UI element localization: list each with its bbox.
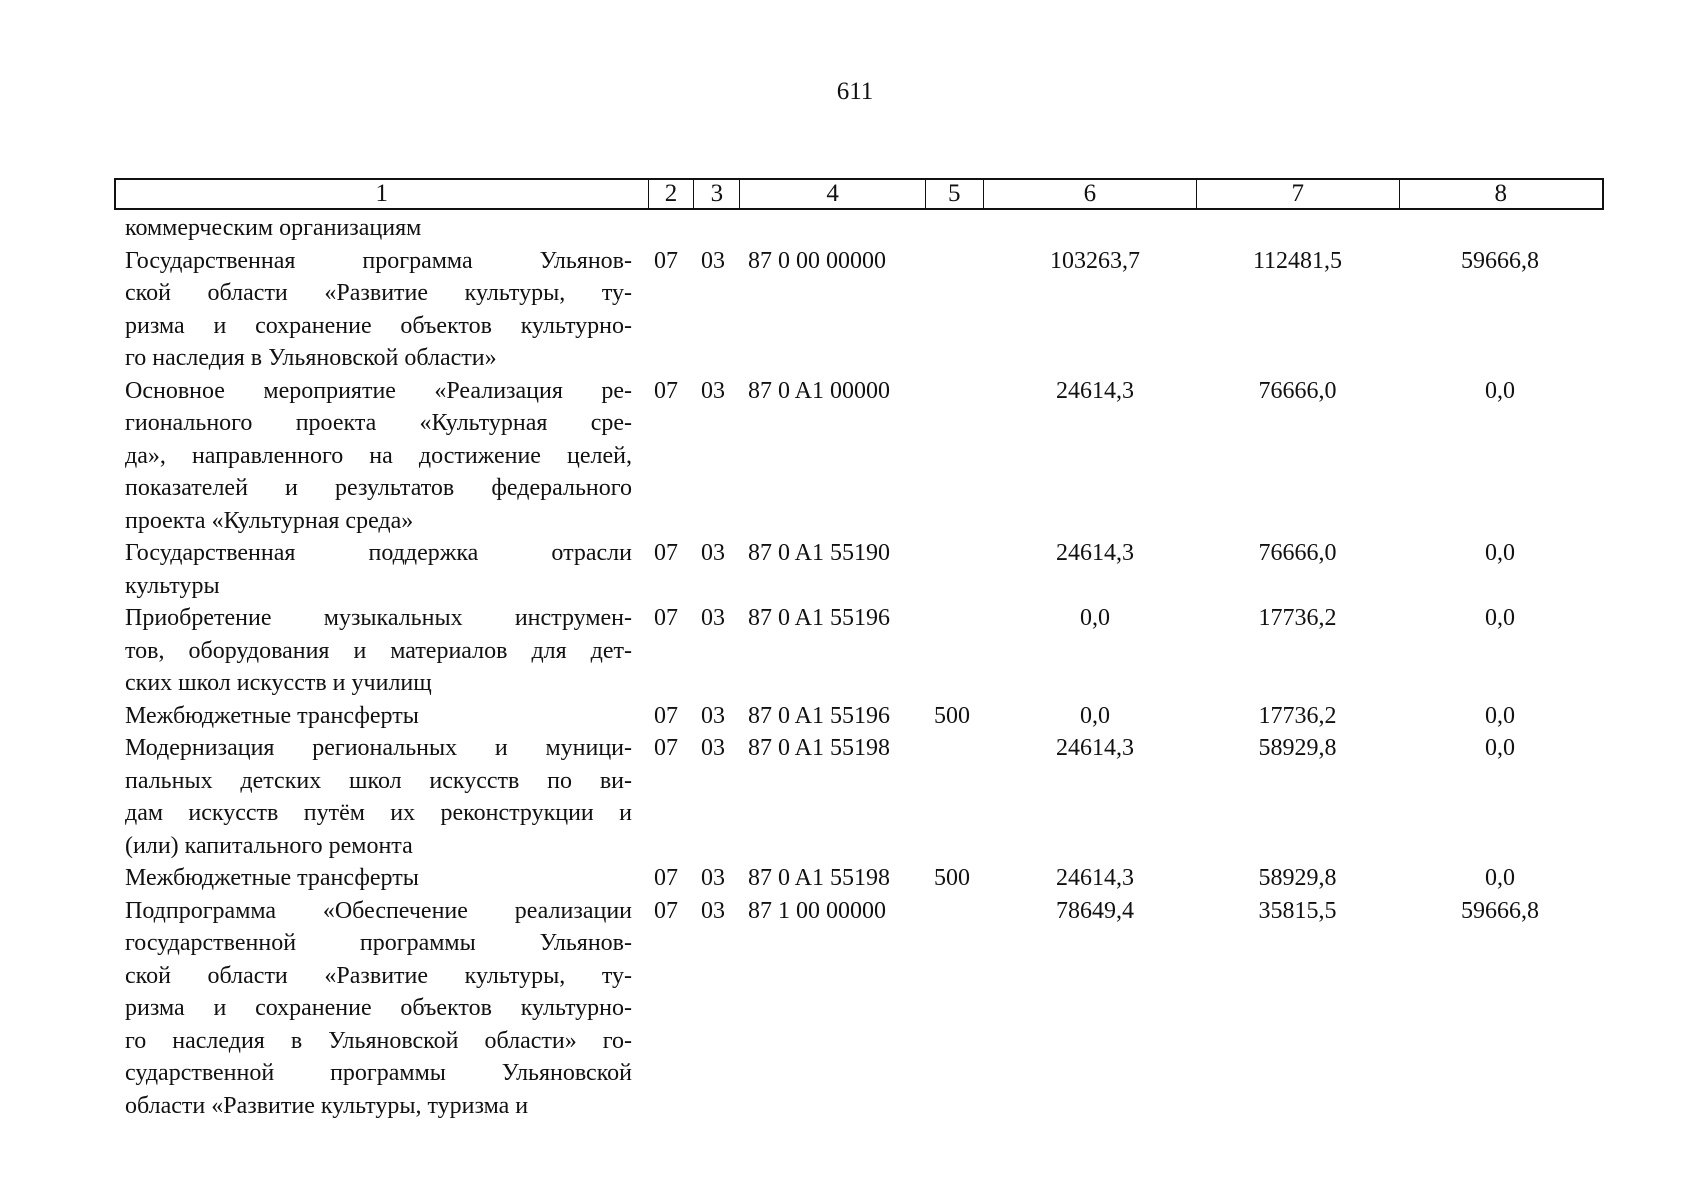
table-body: [0, 212, 1698, 1122]
cell-col-4: 87 0 A1 55190: [748, 540, 891, 566]
cell-col-6: 0,0: [1080, 702, 1110, 729]
cell-col-2: 07: [654, 865, 678, 891]
cell-col-3: 03: [701, 702, 725, 729]
table-row: [0, 537, 1698, 602]
header-col-4: 4: [740, 180, 926, 208]
description-line: ризма и сохранение объектов культурно-: [125, 312, 632, 339]
header-col-1: 1: [116, 180, 649, 208]
description-line: дам искусств путём их реконструкции и: [125, 800, 632, 826]
description-line: Межбюджетные трансферты: [125, 865, 419, 891]
cell-col-7: 112481,5: [1252, 247, 1343, 274]
cell-col-8: 0,0: [1485, 540, 1515, 566]
table-row: [0, 212, 1698, 245]
table-row: [0, 602, 1698, 700]
description-line: коммерческим организациям: [125, 215, 422, 241]
table-row: [0, 895, 1698, 1123]
cell-col-2: 07: [654, 702, 678, 729]
description-line: гионального проекта «Культурная сре-: [125, 410, 632, 436]
cell-col-6: 0,0: [1080, 605, 1110, 631]
description-line: ризма и сохранение объектов культурно-: [125, 995, 632, 1021]
cell-col-6: 24614,3: [1056, 735, 1134, 761]
cell-col-3: 03: [701, 247, 725, 274]
cell-col-3: 03: [701, 605, 725, 631]
cell-col-3: 03: [701, 735, 725, 761]
page-number: 611: [836, 78, 874, 105]
row-description: [125, 895, 632, 1123]
row-description: [125, 245, 632, 375]
description-line: Государственная поддержка отрасли: [125, 540, 632, 566]
table-row: [0, 375, 1698, 538]
cell-col-4: 87 0 A1 55196: [748, 605, 891, 631]
row-description: [125, 537, 632, 602]
cell-col-7: 76666,0: [1258, 540, 1337, 566]
cell-col-4: 87 0 00 00000: [748, 247, 886, 274]
table-row: [0, 862, 1698, 895]
description-line: Приобретение музыкальных инструмен-: [125, 605, 632, 631]
table-row: [0, 245, 1698, 375]
table-row: [0, 700, 1698, 733]
header-col-7: 7: [1197, 180, 1399, 208]
header-col-8: 8: [1494, 180, 1507, 207]
description-line: сударственной программы Ульяновской: [125, 1060, 632, 1086]
cell-col-5: 500: [934, 702, 970, 729]
table-header: [114, 178, 1604, 210]
cell-col-4: 87 0 A1 55196: [748, 702, 891, 729]
description-line: Подпрограмма «Обеспечение реализации: [125, 897, 632, 924]
row-description: [125, 862, 632, 895]
header-col-3: 3: [694, 180, 740, 208]
cell-col-2: 07: [654, 605, 678, 631]
cell-col-4: 87 0 A1 55198: [748, 735, 891, 761]
description-line: Межбюджетные трансферты: [125, 702, 419, 729]
cell-col-4: 87 1 00 00000: [748, 897, 886, 924]
description-line: Основное мероприятие «Реализация ре-: [125, 377, 632, 404]
table-row: [0, 732, 1698, 862]
cell-col-2: 07: [654, 897, 678, 924]
description-line: го наследия в Ульяновской области» го-: [125, 1027, 632, 1054]
cell-col-4: 87 0 A1 00000: [748, 377, 891, 404]
header-col-5: 5: [926, 180, 984, 208]
description-line: да», направленного на достижение целей,: [125, 442, 632, 469]
description-line: государственной программы Ульянов-: [125, 930, 632, 956]
cell-col-7: 58929,8: [1258, 735, 1337, 761]
cell-col-5: 500: [934, 865, 970, 891]
cell-col-2: 07: [654, 377, 678, 404]
description-line: Государственная программа Ульянов-: [125, 247, 632, 274]
cell-col-7: 35815,5: [1258, 897, 1337, 924]
description-line: показателей и результатов федерального: [125, 475, 632, 501]
cell-col-3: 03: [701, 540, 725, 566]
description-line: ских школ искусств и училищ: [125, 670, 432, 696]
cell-col-7: 76666,0: [1258, 377, 1337, 404]
cell-col-8: 0,0: [1485, 865, 1515, 891]
description-line: ской области «Развитие культуры, ту-: [125, 280, 632, 306]
cell-col-3: 03: [701, 897, 725, 924]
header-col-2: 2: [649, 180, 695, 208]
description-line: проекта «Культурная среда»: [125, 507, 414, 534]
cell-col-8: 0,0: [1485, 605, 1515, 631]
cell-col-6: 24614,3: [1056, 540, 1134, 566]
cell-col-4: 87 0 A1 55198: [748, 865, 891, 891]
description-line: пальных детских школ искусств по ви-: [125, 767, 632, 794]
description-line: культуры: [125, 572, 220, 599]
cell-col-6: 103263,7: [1050, 247, 1140, 274]
cell-col-8: 0,0: [1485, 735, 1515, 761]
description-line: тов, оборудования и материалов для дет-: [125, 637, 632, 664]
cell-col-2: 07: [654, 540, 678, 566]
description-line: Модернизация региональных и муници-: [125, 735, 632, 761]
cell-col-8: 59666,8: [1461, 897, 1539, 924]
cell-col-8: 0,0: [1485, 702, 1515, 729]
cell-col-7: 17736,2: [1258, 605, 1337, 631]
cell-col-8: 59666,8: [1461, 247, 1539, 274]
row-description: [125, 732, 632, 862]
cell-col-6: 24614,3: [1056, 865, 1134, 891]
cell-col-2: 07: [654, 735, 678, 761]
description-line: (или) капитального ремонта: [125, 832, 413, 859]
cell-col-6: 78649,4: [1056, 897, 1134, 924]
cell-col-3: 03: [701, 865, 725, 891]
row-description: [125, 602, 632, 700]
cell-col-7: 58929,8: [1258, 865, 1337, 891]
description-line: ской области «Развитие культуры, ту-: [125, 962, 632, 989]
cell-col-8: 0,0: [1485, 377, 1515, 404]
cell-col-6: 24614,3: [1056, 377, 1134, 404]
cell-col-2: 07: [654, 247, 678, 274]
row-description: [125, 375, 632, 538]
header-col-6: 6: [984, 180, 1197, 208]
row-description: [125, 700, 632, 733]
cell-col-3: 03: [701, 377, 725, 404]
row-description: [125, 212, 632, 245]
description-line: го наследия в Ульяновской области»: [125, 345, 497, 371]
description-line: области «Развитие культуры, туризма и: [125, 1092, 529, 1119]
cell-col-7: 17736,2: [1258, 702, 1337, 729]
